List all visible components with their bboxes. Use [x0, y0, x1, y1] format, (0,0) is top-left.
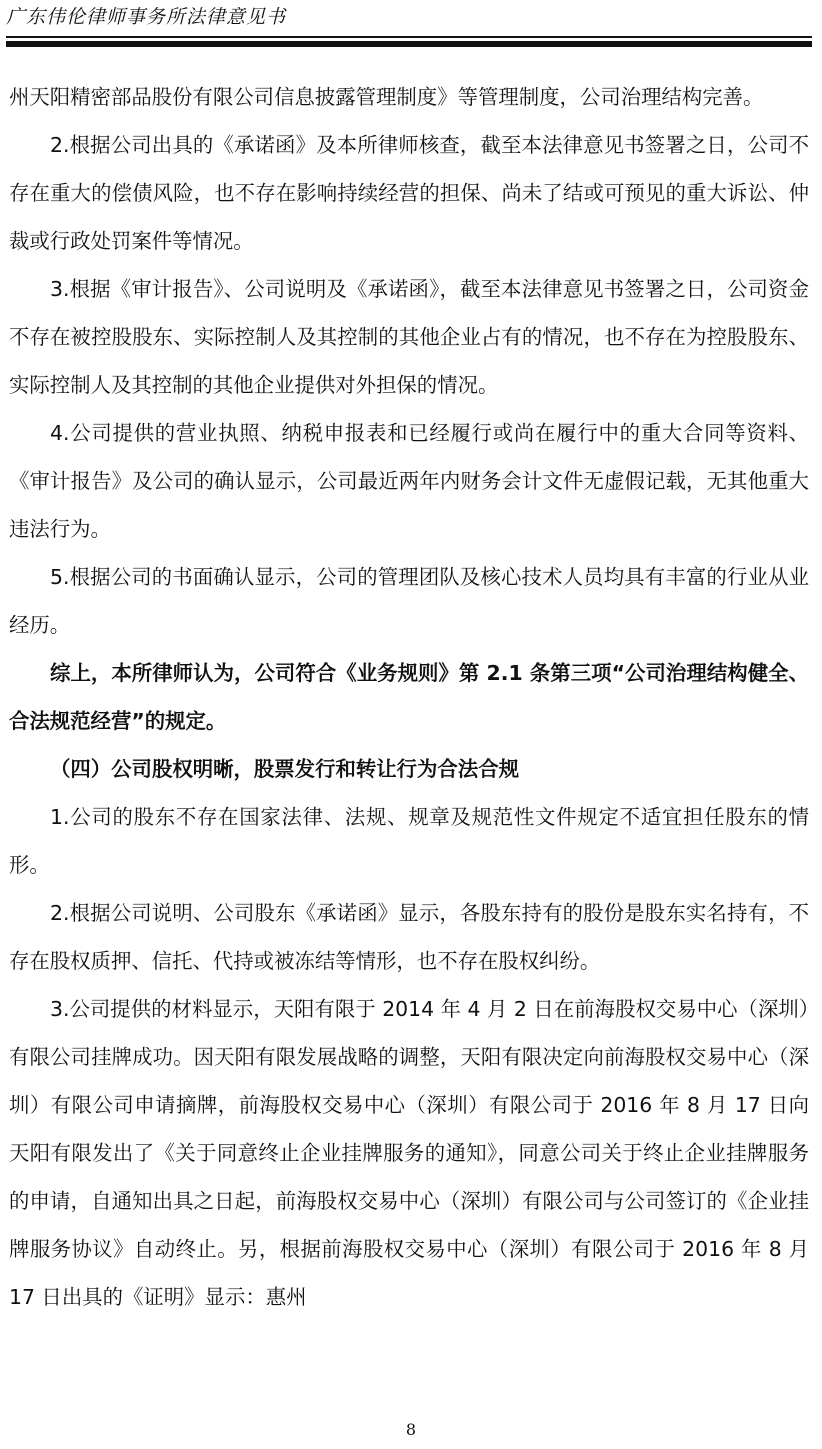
- header-title: 广东伟伦律师事务所法律意见书: [6, 6, 287, 28]
- document-body: [9, 73, 809, 1321]
- section-heading-4: （四）公司股权明晰，股票发行和转让行为合法合规: [50, 757, 519, 781]
- header-rule-thick: [6, 41, 812, 47]
- paragraph-continuation: 州天阳精密部品股份有限公司信息披露管理制度》等管理制度，公司治理结构完善。: [9, 85, 764, 109]
- page-number: 8: [405, 1420, 417, 1439]
- paragraph-conclusion: 综上，本所律师认为，公司符合《业务规则》第 2.1 条第三项“公司治理结构健全、合法规范经营”的规定。: [9, 661, 809, 733]
- paragraph-shareholders-1: 1.公司的股东不存在国家法律、法规、规章及规范性文件规定不适宜担任股东的情形。: [9, 805, 809, 877]
- paragraph-shareholders-3: 3.公司提供的材料显示，天阳有限于 2014 年 4 月 2 日在前海股权交易中心（深圳）有限公司挂牌成功。因天阳有限发展战略的调整，天阳有限决定向前海股权交易中心（深圳）有限公司申请摘牌，前海股权交易中心（深圳）有限公司于 2016 年 8 月 17 日向天阳有限发出了《关于同意终止企业挂牌服务的通知》，同意公司关于终止企业挂牌服务的申请，自通知出具之日起，前海股权交易中心（深圳）有限公司与公司签订的《企业挂牌服务协议》自动终止。另，根据前海股权交易中心（深圳）有限公司于 2016 年 8 月 17 日出具的《证明》显示：惠州: [9, 997, 809, 1309]
- paragraph-item-5-management: 5.根据公司的书面确认显示，公司的管理团队及核心技术人员均具有丰富的行业从业经历。: [9, 565, 809, 637]
- paragraph-item-4-financials: 4.公司提供的营业执照、纳税申报表和已经履行或尚在履行中的重大合同等资料、《审计报告》及公司的确认显示，公司最近两年内财务会计文件无虚假记载，无其他重大违法行为。: [9, 421, 809, 541]
- header-rule-thin: [6, 36, 812, 38]
- paragraph-item-2-debt-risk: 2.根据公司出具的《承诺函》及本所律师核查，截至本法律意见书签署之日，公司不存在重大的偿债风险，也不存在影响持续经营的担保、尚未了结或可预见的重大诉讼、仲裁或行政处罚案件等情况。: [9, 133, 809, 253]
- paragraph-item-3-funds: 3.根据《审计报告》、公司说明及《承诺函》，截至本法律意见书签署之日，公司资金不存在被控股股东、实际控制人及其控制的其他企业占有的情况，也不存在为控股股东、实际控制人及其控制的其他企业提供对外担保的情况。: [9, 277, 809, 397]
- page-header: [6, 4, 812, 30]
- paragraph-shareholders-2: 2.根据公司说明、公司股东《承诺函》显示，各股东持有的股份是股东实名持有，不存在股权质押、信托、代持或被冻结等情形，也不存在股权纠纷。: [9, 901, 809, 973]
